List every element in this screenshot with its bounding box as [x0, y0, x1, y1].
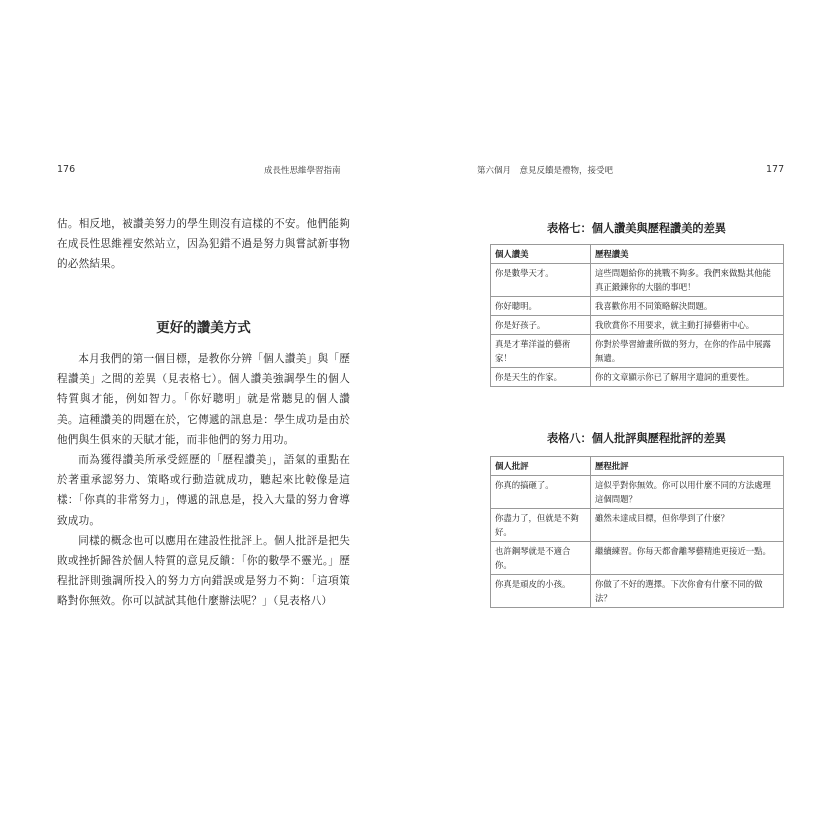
table8-cell: 你真是頑皮的小孩。 — [491, 575, 591, 608]
table7-header-row — [491, 245, 784, 264]
table7-cell: 你對於學習繪畫所做的努力，在你的作品中展露無遺。 — [591, 335, 784, 368]
table7-cell: 你是天生的作家。 — [491, 368, 591, 387]
table8-cell: 雖然未達成目標，但你學到了什麼？ — [591, 509, 784, 542]
table-row — [491, 368, 784, 387]
table-row — [491, 542, 784, 575]
table7-caption: 表格七：個人讚美與歷程讚美的差異 — [546, 222, 726, 235]
table7-cell: 我欣賞你不用要求，就主動打掃藝術中心。 — [591, 316, 784, 335]
table7-header-process: 歷程讚美 — [591, 245, 784, 264]
table-row — [491, 335, 784, 368]
table7-cell: 你好聰明。 — [491, 297, 591, 316]
table7-cell: 你的文章顯示你已了解用字遣詞的重要性。 — [591, 368, 784, 387]
table7 — [490, 244, 784, 387]
table8-cell: 你做了不好的選擇。下次你會有什麼不同的做法？ — [591, 575, 784, 608]
paragraph-3: 同樣的概念也可以應用在建設性批評上。個人批評是把失敗或挫折歸咎於個人特質的意見反饋：「你的數學不靈光。」歷程批評則強調所投入的努力方向錯誤或是努力不夠：「這項策略對你無效。你可以試試其他什麼辦法呢？」（見表格八） — [57, 534, 350, 608]
paragraph-2: 而為獲得讚美所承受經歷的「歷程讚美」，語氣的重點在於著重承認努力、策略或行動造就成功，聽起來比較像是這樣：「你真的非常努力」，傳遞的訊息是，投入大量的努力會導致成功。 — [57, 454, 350, 527]
right-page-number: 177 — [766, 164, 785, 175]
right-page — [420, 0, 839, 839]
table7-header-personal: 個人讚美 — [491, 245, 591, 264]
table-row — [491, 509, 784, 542]
table-row — [491, 476, 784, 509]
paragraph-1: 本月我們的第一個目標，是教你分辨「個人讚美」與「歷程讚美」之間的差異（見表格七）。個人讚美強調學生的個人特質與才能，例如智力。「你好聰明」就是常聽見的個人讚美。這種讚美的問題在於，它傳遞的訊息是：學生成功是由於他們與生俱來的天賦才能，而非他們的努力用功。 — [57, 353, 350, 446]
table8-header-process: 歷程批評 — [591, 457, 784, 476]
table8-cell: 也許鋼琴就是不適合你。 — [491, 542, 591, 575]
left-running-head: 成長性思維學習指南 — [264, 166, 341, 176]
table8-cell: 你盡力了，但就是不夠好。 — [491, 509, 591, 542]
table8-header-row — [491, 457, 784, 476]
left-page-number: 176 — [57, 164, 76, 175]
table-row — [491, 264, 784, 297]
table7-cell: 你是好孩子。 — [491, 316, 591, 335]
table8 — [490, 456, 784, 608]
table-row — [491, 316, 784, 335]
table7-cell: 真是才華洋溢的藝術家！ — [491, 335, 591, 368]
table8-cell: 繼續練習。你每天都會離琴藝精進更接近一點。 — [591, 542, 784, 575]
table8-cell: 你真的搞砸了。 — [491, 476, 591, 509]
table8-cell: 這似乎對你無效。你可以用什麼不同的方法處理這個問題？ — [591, 476, 784, 509]
table-row — [491, 575, 784, 608]
table8-caption: 表格八：個人批評與歷程批評的差異 — [546, 432, 726, 445]
table7-cell: 這些問題給你的挑戰不夠多。我們來做點其他能真正鍛鍊你的大腦的事吧！ — [591, 264, 784, 297]
paragraph-top: 估。相反地，被讚美努力的學生則沒有這樣的不安。他們能夠在成長性思維裡安然站立，因為犯錯不過是努力與嘗試新事物的必然結果。 — [57, 218, 350, 271]
carryover-paragraph — [57, 214, 350, 275]
section-title: 更好的讚美方式 — [156, 320, 251, 336]
table7-cell: 我喜歡你用不同策略解決問題。 — [591, 297, 784, 316]
table-row — [491, 297, 784, 316]
table7-cell: 你是數學天才。 — [491, 264, 591, 297]
right-running-head: 第六個月 意見反饋是禮物，接受吧 — [477, 166, 614, 176]
section-body — [57, 349, 350, 612]
table8-header-personal: 個人批評 — [491, 457, 591, 476]
